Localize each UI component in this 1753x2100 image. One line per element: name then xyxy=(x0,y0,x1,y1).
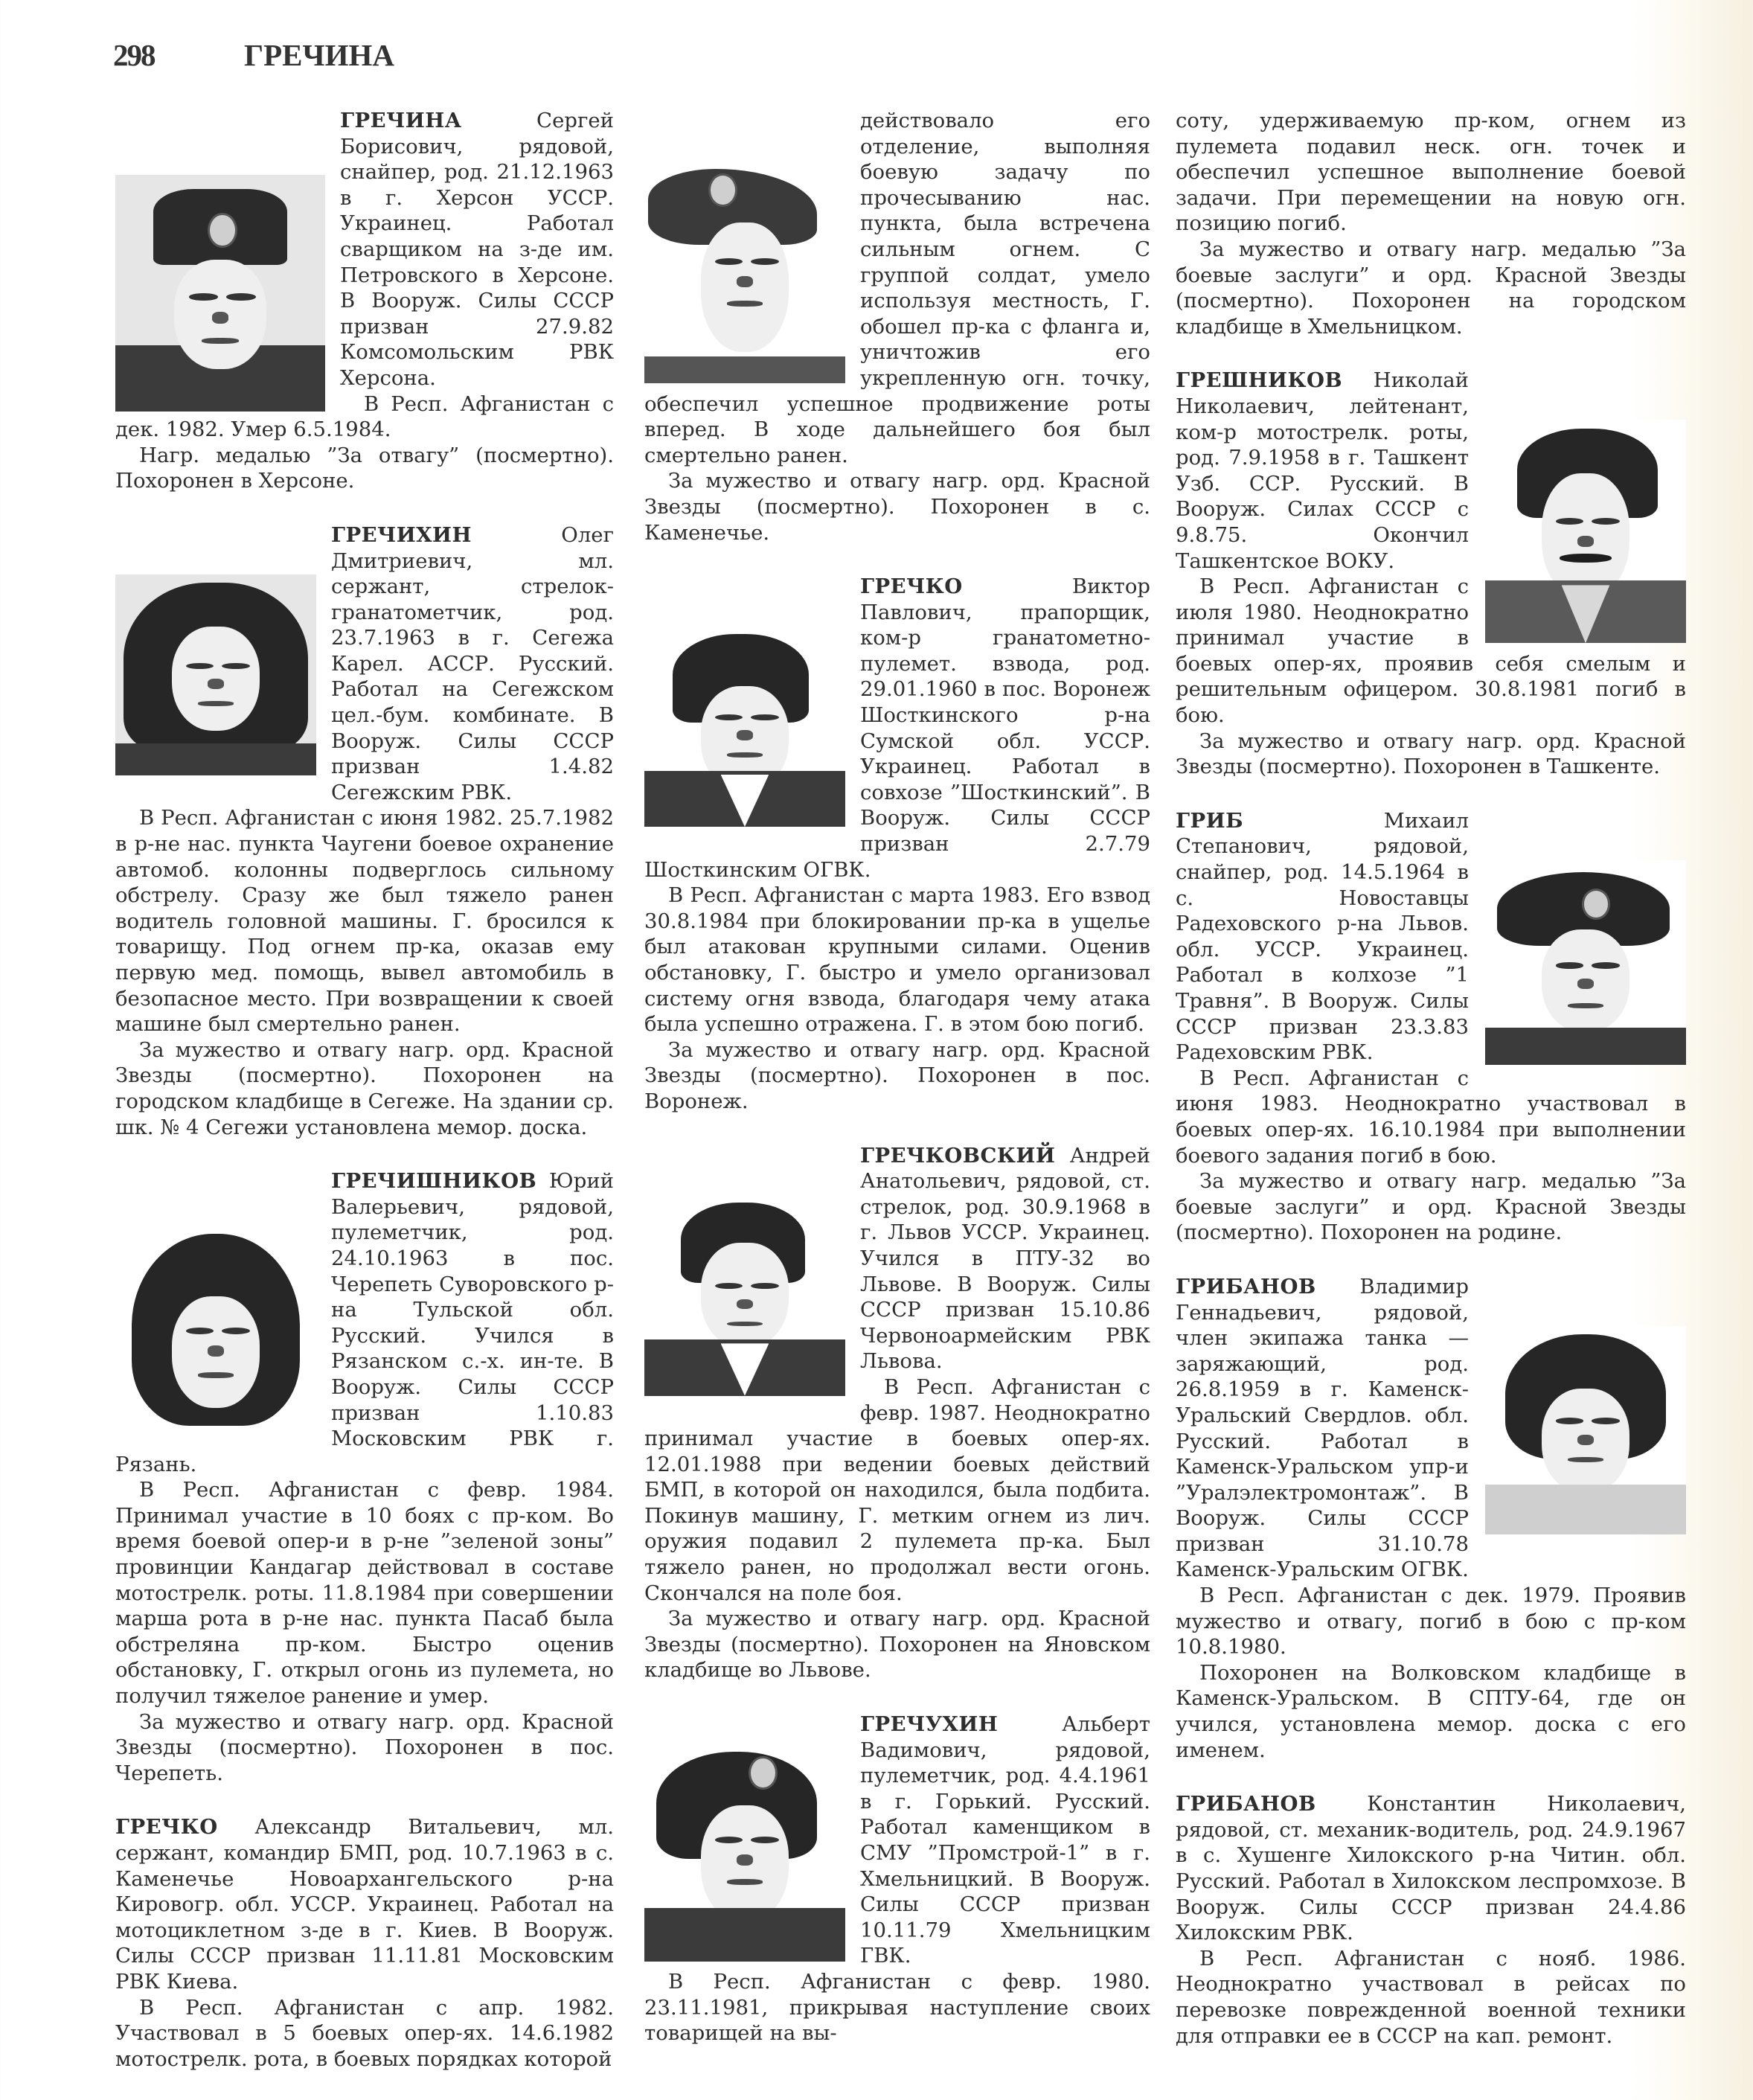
entry-paragraph: Нагр. медалью ”За отвагу” (посмертно). Похоронен в Херсоне. xyxy=(115,443,614,493)
entry-head: Сергей Борисович, рядовой, снайпер, род. 21.12.1963 в г. Херсон УССР. Украинец. Работал сварщиком на з-де им. Петровского в Херсоне. В Вооруж. Силы СССР призван 27.9.82 Комсомольским РВК Херсона. xyxy=(340,109,614,390)
entry-continuation xyxy=(644,108,1150,545)
entry-paragraph: В Респ. Афганистан с февр. 1980. 23.11.1981, прикрывая наступление своих товарищей на вы- xyxy=(644,1969,1150,2046)
entry-surname: ГРЕЧИНА xyxy=(340,109,462,132)
column-1 xyxy=(115,108,614,2100)
entry-surname: ГРИБАНОВ xyxy=(1176,1274,1316,1299)
entry-surname: ГРЕЧИХИН xyxy=(331,522,472,547)
entry-grib xyxy=(1176,808,1686,1246)
entry-paragraph: За мужество и отвагу нагр. орд. Красной Звезды (посмертно). Похоронен в пос. Воронеж. xyxy=(644,1037,1150,1113)
column-2 xyxy=(644,108,1150,2075)
portrait-photo xyxy=(1485,1326,1686,1534)
entry-head: Михаил Степанович, рядовой, снайпер, род. 14.5.1964 в с. Новоставцы Радеховского р-на Львов. обл. УССР. Украинец. Работал в колхозе ”1 Травня”. В Вооруж. Силы СССР призван 23.3.83 Радеховским РВК. xyxy=(1176,808,1469,1065)
continuation-text: соту, удерживаемую пр-ком, огнем из пулемета подавил неск. огн. точек и обеспечил успешное выполнение боевой задачи. При перемещении на новую огн. позицию погиб. xyxy=(1176,109,1686,236)
entry-paragraph: За мужество и отвагу нагр. медалью ”За боевые заслуги” и орд. Красной Звезды (посмертно). Похоронен на городском кладбище в Хмельницком. xyxy=(1176,237,1686,339)
entry-head: Андрей Анатольевич, рядовой, ст. стрелок, род. 30.9.1968 в г. Львов УССР. Украинец. Учился в ПТУ-32 во Львове. В Вооруж. Силы СССР призван 15.10.86 Червоноармейским РВК Львова. xyxy=(860,1143,1150,1374)
entry-grechukhin xyxy=(644,1712,1150,2046)
entry-paragraph: В Респ. Афганистан с марта 1983. Его взвод 30.8.1984 при блокировании пр-ка в ущелье был атакован крупными силами. Оценив обстановку, Г. быстро и умело организовал систему огня взвода, благодаря чему атака была успешно отражена. Г. в этом бою погиб. xyxy=(644,883,1150,1037)
entry-surname: ГРИБ xyxy=(1176,808,1244,833)
entry-paragraph: В Респ. Афганистан с дек. 1982. Умер 6.5.1984. xyxy=(115,391,614,442)
entry-surname: ГРЕЧКО xyxy=(860,574,963,599)
entry-head: Константин Николаевич, рядовой, ст. механик-водитель, род. 24.9.1967 в с. Хушенге Хилокского р-на Читин. обл. Русский. Работал в Хилокском леспромхозе. В Вооруж. Силы СССР призван 24.4.86 Хилокским РВК. xyxy=(1176,1792,1686,1945)
entry-head: Владимир Геннадьевич, рядовой, член экипажа танка — заряжающий, род. 26.8.1959 в г. Каменск-Уральский Свердлов. обл. Русский. Работал в Каменск-Уральском упр-и ”Уралэлектромонтаж”. В Вооруж. Силы СССР призван 31.10.78 Каменск-Уральским ОГВК. xyxy=(1176,1274,1469,1582)
entry-paragraph: В Респ. Афганистан с февр. 1987. Неоднократно принимал участие в боевых опер-ях. 12.01.1988 при ведении боевых действий БМП, в которой он находился, была подбита. Покинув машину, Г. метким огнем из лич. оружия подавил 2 пулемета пр-ка. Был тяжело ранен, но продолжал вести огонь. Скончался на поле боя. xyxy=(644,1374,1150,1605)
entry-surname: ГРЕЧИШНИКОВ xyxy=(331,1169,537,1194)
entry-grechko-viktor xyxy=(644,574,1150,1114)
entry-paragraph: За мужество и отвагу нагр. орд. Красной Звезды (посмертно). Похоронен в Ташкенте. xyxy=(1176,729,1686,779)
entry-head: Олег Дмитриевич, мл. сержант, стрелок-гранатометчик, род. 23.7.1963 в г. Сегежа Карел. АССР. Русский. Работал на Сегежском цел.-бум. комбинате. В Вооруж. Силы СССР призван 1.4.82 Сегежским РВК. xyxy=(331,522,614,804)
portrait-photo xyxy=(115,574,316,775)
entry-surname: ГРИБАНОВ xyxy=(1176,1792,1316,1816)
entry-paragraph: В Респ. Афганистан с февр. 1984. Принимал участие в 10 боях с пр-ком. Во время боевой опер-и в р-не ”зеленой зоны” провинции Кандагар действовал в составе мотострелк. роты. 11.8.1984 при совершении марша рота в р-не нас. пункта Пасаб была обстреляна пр-ком. Быстро оценив обстановку, Г. открыл огонь из пулемета, но получил тяжелое ранение и умер. xyxy=(115,1478,614,1709)
entry-head: Александр Витальевич, мл. сержант, командир БМП, род. 10.7.1963 в с. Каменечье Новоархангельского р-на Кировогр. обл. УССР. Украинец. Работал на мотоциклетном з-де в г. Киев. В Вооруж. Силы СССР призван 11.11.81 Московским РВК Киева. xyxy=(115,1815,614,1994)
entry-surname: ГРЕЧУХИН xyxy=(860,1712,999,1737)
entry-head: Юрий Валерьевич, рядовой, пулеметчик, род. 24.10.1963 в пос. Черепеть Суворовского р-на Тульской обл. Русский. Учился в Рязанском с.-х. ин-те. В Вооруж. Силы СССР призван 1.10.83 Московским РВК г. Рязань. xyxy=(115,1169,614,1476)
entry-grechikhin xyxy=(115,522,614,1140)
entry-grechina xyxy=(115,108,614,494)
entry-paragraph: В Респ. Афганистан с июля 1980. Неоднократно принимал участие в боевых опер-ях, проявив себя смелым и решительным офицером. 30.8.1981 погиб в бою. xyxy=(1176,574,1686,728)
entry-surname: ГРЕЧКОВСКИЙ xyxy=(860,1143,1056,1168)
entry-greshnikov xyxy=(1176,368,1686,780)
column-3 xyxy=(1176,108,1686,2077)
entry-paragraph: Похоронен на Волковском кладбище в Каменск-Уральском. В СПТУ-64, где он учился, установлена мемор. доска с его именем. xyxy=(1176,1660,1686,1762)
portrait-photo xyxy=(1485,420,1686,643)
portrait-photo xyxy=(1485,860,1686,1065)
entry-surname: ГРЕШНИКОВ xyxy=(1176,368,1343,393)
entry-paragraph: За мужество и отвагу нагр. орд. Красной Звезды (посмертно). Похоронен в с. Каменечье. xyxy=(644,469,1150,545)
portrait-photo xyxy=(644,626,845,827)
entry-surname: ГРЕЧКО xyxy=(115,1815,218,1840)
entry-paragraph: За мужество и отвагу нагр. орд. Красной Звезды (посмертно). Похоронен в пос. Черепеть. xyxy=(115,1709,614,1785)
entry-paragraph: В Респ. Афганистан с июня 1982. 25.7.1982 в р-не нас. пункта Чаугени боевое охранение автомоб. колонны подверглось сильному обстрелу. Сразу же был тяжело ранен водитель головной машины. Г. бросился к товарищу. Под огнем пр-ка, оказав ему первую мед. помощь, вывел автомобиль в безопасное место. При возвращении к своей машине был смертельно ранен. xyxy=(115,806,614,1037)
entry-grechkovsky xyxy=(644,1143,1150,1683)
entry-continuation xyxy=(1176,108,1686,339)
entry-paragraph: В Респ. Афганистан с нояб. 1986. Неоднократно участвовал в рейсах по перевозке поврежденной военной техники для отправки ее в СССР на кап. ремонт. xyxy=(1176,1946,1686,2048)
running-head: ГРЕЧИНА xyxy=(244,38,394,72)
entry-grechko-aleksandr xyxy=(115,1814,614,2072)
entry-paragraph: В Респ. Афганистан с июня 1983. Неоднократно участвовал в боевых опер-ях. 16.10.1984 при выполнении боевого задания погиб в бою. xyxy=(1176,1066,1686,1168)
portrait-photo xyxy=(644,160,845,383)
entry-paragraph: В Респ. Афганистан с дек. 1979. Проявив мужество и отвагу, погиб в бою с пр-ком 10.8.1980. xyxy=(1176,1584,1686,1659)
portrait-photo xyxy=(115,1220,316,1444)
entry-gribanov-konstantin xyxy=(1176,1791,1686,2049)
portrait-photo xyxy=(644,1195,845,1396)
continuation-text: действовало его отделение, выполняя боевую задачу по прочесыванию нас. пункта, была встречена сильным огнем. С группой солдат, умело используя местность, Г. обошел пр-ка с фланга и, уничтожив его укрепленную огн. точку, обеспечил успешное продвижение роты вперед. В ходе дальнейшего боя был смертельно ранен. xyxy=(644,109,1150,467)
entry-paragraph: В Респ. Афганистан с апр. 1982. Участвовал в 5 боевых опер-ях. 14.6.1982 мотострелк. рота, в боевых порядках которой xyxy=(115,1995,614,2071)
entry-grechishnikov xyxy=(115,1168,614,1786)
page-number: 298 xyxy=(113,38,155,72)
entry-head: Николай Николаевич, лейтенант, ком-р мотострелк. роты, род. 7.9.1958 в г. Ташкент Узб. ССР. Русский. В Вооруж. Силах СССР с 9.8.75. Окончил Ташкентское ВОКУ. xyxy=(1176,368,1469,573)
entry-paragraph: За мужество и отвагу нагр. орд. Красной Звезды (посмертно). Похоронен на Яновском кладбище во Львове. xyxy=(644,1607,1150,1683)
entry-paragraph: За мужество и отвагу нагр. медалью ”За боевые заслуги” и орд. Красной Звезды (посмертно). Похоронен на родине. xyxy=(1176,1169,1686,1245)
portrait-photo xyxy=(644,1738,845,1962)
entry-head: Альберт Вадимович, рядовой, пулеметчик, род. 4.4.1961 в г. Горький. Русский. Работал каменщиком в СМУ ”Промстрой-1” в г. Хмельницкий. В Вооруж. Силы СССР призван 10.11.79 Хмельницким ГВК. xyxy=(860,1712,1150,1968)
entry-paragraph: За мужество и отвагу нагр. орд. Красной Звезды (посмертно). Похоронен на городском кладбище в Сегеже. На здании ср. шк. № 4 Сегежи установлена мемор. доска. xyxy=(115,1037,614,1139)
portrait-photo xyxy=(115,175,325,412)
entry-head: Виктор Павлович, прапорщик, ком-р гранатометно-пулемет. взвода, род. 29.01.1960 в пос. Воронеж Шосткинского р-на Сумской обл. УССР. Украинец. Работал в совхозе ”Шосткинский”. В Вооруж. Силы СССР призван 2.7.79 Шосткинским ОГВК. xyxy=(644,574,1150,882)
entry-gribanov-vladimir xyxy=(1176,1274,1686,1763)
